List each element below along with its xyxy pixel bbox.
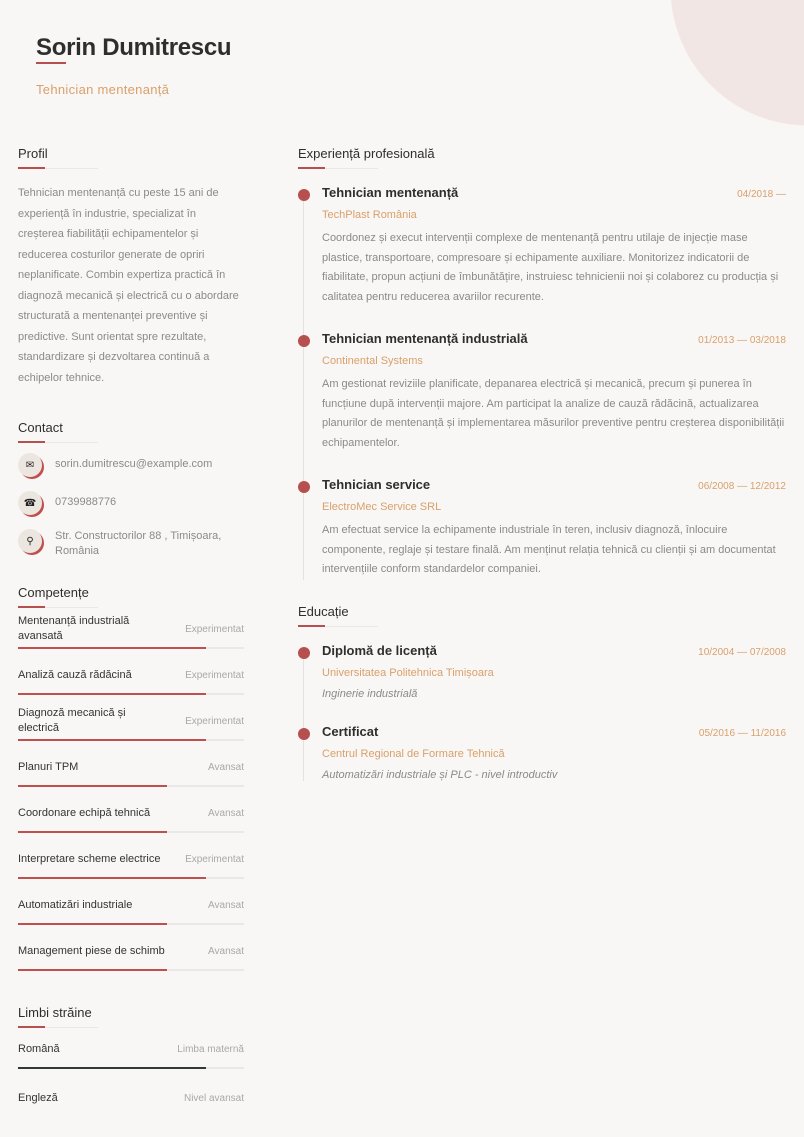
skill-name: Management piese de schimb (18, 944, 165, 957)
entry-title: Tehnician mentenanță industrială (322, 331, 528, 346)
skill-bar-fill (18, 647, 206, 649)
entry-description: Am efectuat service la echipamente industriale în teren, inclusiv diagnoză, înlocuire componente, reglaje și testare finală. Am menținut relația tehnică cu clienții și am documentat intervențiile conform standardelor companiei. (322, 524, 776, 575)
education-section (298, 604, 786, 781)
profile-text: Tehnician mentenanță cu peste 15 ani de experiență în industrie, specializat în creșterea fiabilității echipamentelor și reducerea costurilor generate de opriri neplanificate. Combin expertiza practică în diagnoză mecanică și electrică cu o abordare structurată a mentenanței preventive și predictive. Sunt orientat spre rezultate, standardizare și dezvoltarea continuă a echipelor tehnice. (18, 187, 239, 384)
skill-bar (18, 647, 244, 649)
skill-item (18, 936, 244, 971)
experience-entry (322, 185, 786, 307)
languages-section (18, 1005, 244, 1113)
skill-bar (18, 969, 244, 971)
sidebar (18, 146, 244, 1113)
entry-title: Tehnician mentenanță (322, 185, 459, 200)
entry-title: Certificat (322, 723, 379, 739)
skill-bar (18, 739, 244, 741)
entry-organization: ElectroMec Service SRL (322, 501, 442, 513)
education-entry (322, 643, 786, 700)
language-item (18, 1083, 244, 1113)
language-name: Română (18, 1042, 60, 1055)
skill-bar-fill (18, 923, 167, 925)
skill-bar-fill (18, 969, 167, 971)
skill-level: Avansat (208, 807, 244, 819)
entry-date: 04/2018 — (737, 189, 786, 200)
experience-section (298, 146, 786, 580)
entry-title: Tehnician service (322, 477, 431, 492)
skill-name: Interpretare scheme electrice (18, 852, 161, 865)
education-entry (322, 724, 786, 781)
skill-bar-fill (18, 785, 167, 787)
entry-date: 06/2008 — 12/2012 (698, 481, 786, 492)
entry-date: 05/2016 — 11/2016 (698, 727, 786, 739)
entry-subtitle: Automatizări industriale și PLC - nivel introductiv (322, 768, 558, 781)
education-timeline (298, 643, 786, 781)
skill-bar-fill (18, 739, 206, 741)
skill-bar-fill (18, 693, 206, 695)
skill-level: Experimentat (185, 669, 244, 681)
address-text: Str. Constructorilor 88 , Timișoara, România (55, 530, 222, 557)
language-level: Nivel avansat (183, 1092, 244, 1104)
section-heading: Educație (298, 604, 786, 627)
skill-bar-fill (18, 877, 206, 879)
skill-bar (18, 785, 244, 787)
skill-bar (18, 831, 244, 833)
skill-item (18, 706, 244, 741)
skill-name: Planuri TPM (18, 760, 79, 773)
entry-description: Coordonez și execut intervenții complexe de mentenanță pentru utilaje de injecție mase plastice, transportoare, compresoare și echipamente auxiliare. Monitorizez indicatorii de fiabilitate, propun acțiuni de îmbunătățire, instruiesc tehnicienii noi și colaborez cu producția și calitatea pentru reducerea avariilor recurente. (322, 232, 779, 303)
skill-level: Avansat (208, 945, 244, 957)
entry-description: Am gestionat reviziile planificate, depanarea electrică și mecanică, precum și punerea în funcțiune după intervenții majore. Am participat la analize de cauză rădăcină, actualizarea planurilor de mentenanță și implementarea măsurilor preventive pentru creșterea disponibilității echipamentelor. (322, 378, 785, 449)
contact-section (18, 420, 244, 559)
section-heading: Contact (18, 420, 244, 443)
skill-item (18, 890, 244, 925)
section-heading: Limbi străine (18, 1005, 244, 1028)
timeline-dot (298, 189, 310, 201)
skill-bar-fill (18, 831, 167, 833)
contact-address (18, 529, 244, 559)
contact-email (18, 453, 244, 477)
language-bar (18, 1067, 244, 1069)
skill-name: Diagnoză mecanică și electrică (18, 707, 126, 734)
skill-item (18, 660, 244, 695)
phone-text[interactable]: 0739988776 (55, 496, 117, 508)
candidate-title: Tehnician mentenanță (36, 82, 170, 97)
skill-name: Mentenanță industrială avansată (18, 615, 130, 642)
skill-level: Experimentat (185, 623, 244, 635)
skill-name: Automatizări industriale (18, 898, 133, 911)
timeline-dot (298, 481, 310, 493)
entry-organization: Universitatea Politehnica Timișoara (322, 666, 494, 679)
skill-item (18, 752, 244, 787)
email-text[interactable]: sorin.dumitrescu@example.com (55, 458, 213, 470)
entry-organization: Continental Systems (322, 355, 423, 367)
entry-date: 10/2004 — 07/2008 (698, 646, 786, 658)
skill-level: Avansat (208, 899, 244, 911)
name-underline (36, 62, 66, 64)
candidate-name: Sorin Dumitrescu (36, 34, 232, 61)
location-icon: ⚲ (18, 529, 42, 553)
contact-phone (18, 491, 244, 515)
section-heading: Profil (18, 146, 244, 169)
skill-level: Experimentat (185, 715, 244, 727)
profile-section (18, 146, 244, 388)
entry-subtitle: Inginerie industrială (322, 687, 418, 700)
timeline-dot (298, 647, 310, 659)
language-bar-fill (18, 1067, 206, 1069)
skill-item (18, 844, 244, 879)
skill-bar (18, 877, 244, 879)
skill-level: Experimentat (185, 853, 244, 865)
entry-organization: TechPlast România (322, 209, 417, 221)
section-heading: Experiență profesională (298, 146, 786, 169)
skills-section (18, 585, 244, 971)
language-name: Engleză (18, 1091, 58, 1104)
phone-icon: ☎ (18, 491, 42, 515)
decorative-circle (668, 0, 804, 126)
skill-item (18, 614, 244, 649)
skill-bar (18, 693, 244, 695)
entry-title: Diplomă de licență (322, 642, 437, 658)
experience-entry (322, 331, 786, 453)
language-item (18, 1034, 244, 1069)
main-content (298, 146, 786, 805)
language-level: Limba maternă (177, 1043, 244, 1055)
email-icon: ✉ (18, 453, 42, 477)
experience-entry (322, 477, 786, 580)
section-heading: Competențe (18, 585, 244, 608)
skill-name: Analiză cauză rădăcină (18, 668, 132, 681)
skill-name: Coordonare echipă tehnică (18, 806, 151, 819)
entry-date: 01/2013 — 03/2018 (698, 335, 786, 346)
timeline-dot (298, 728, 310, 740)
timeline-dot (298, 335, 310, 347)
experience-timeline (298, 185, 786, 580)
entry-organization: Centrul Regional de Formare Tehnică (322, 747, 505, 760)
skill-bar (18, 923, 244, 925)
skill-item (18, 798, 244, 833)
skill-level: Avansat (208, 761, 244, 773)
